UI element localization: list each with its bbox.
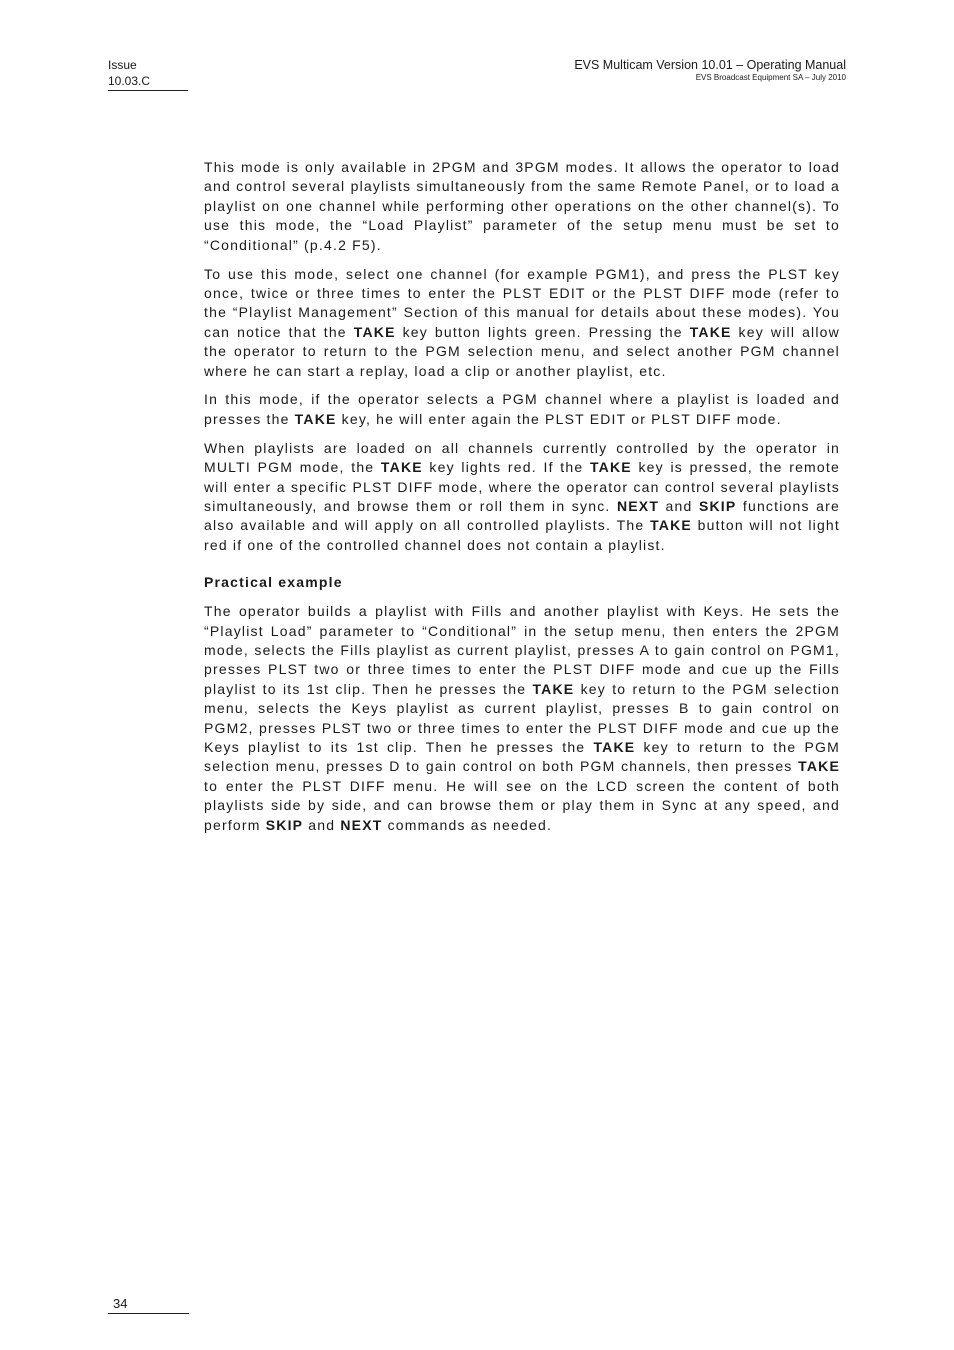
text-run: and: [659, 498, 699, 514]
paragraph: [204, 439, 840, 555]
text-run: The operator builds a playlist with Fills and another playlist with Keys. He sets the “Playlist Load” parameter to “Conditional” in the setup menu, then enters the 2PGM mode, selects the Fills playlist as current playlist, presses A to gain control on PGM1, presses PLST two or three times to enter the PLST DIFF mode and cue up the Fills playlist to its 1st clip. Then he presses the: [204, 603, 840, 697]
bold-key-term: TAKE: [380, 459, 423, 476]
text-run: button will not light red if one of the controlled channel does not contain a playlist.: [204, 517, 841, 553]
bold-key-term: TAKE: [593, 738, 636, 755]
bold-key-term: TAKE: [353, 323, 396, 340]
bold-key-term: TAKE: [798, 758, 840, 775]
text-run: This mode is only available in 2PGM and 3PGM modes. It allows the operator to load and control several playlists simultaneously from the same Remote Panel, or to load a playlist on one channel while performing other operations on the other channel(s). To use this mode, the “Load Playlist” parameter of the setup menu must be set to “Conditional” (p.4.2 F5).: [204, 159, 840, 253]
paragraph: [204, 390, 840, 429]
bold-key-term: TAKE: [689, 323, 732, 340]
text-run: To use this mode, select one channel (for example PGM1), and press the PLST key once, twice or three times to enter the PLST EDIT or the PLST DIFF mode (refer to the “Playlist Management” Section of this manual for details about these modes). You can notice that the: [204, 265, 840, 340]
body-text: [204, 158, 840, 845]
manual-header: [574, 57, 846, 83]
section-heading: Practical example: [204, 574, 343, 591]
text-run: and: [303, 816, 341, 833]
text-run: key to return to the PGM selection menu, selects the Keys playlist as current playlist, presses B to gain control on PGM2, presses PLST two or three times to enter the PLST DIFF mode and cue up the Keys playlist to its 1st clip. Then he presses the: [204, 680, 840, 755]
paragraph: [204, 602, 840, 835]
manual-title: EVS Multicam Version 10.01 – Operating Manual: [574, 58, 846, 72]
manual-subtitle: EVS Broadcast Equipment SA – July 2010: [695, 73, 846, 82]
issue-number: 10.03.C: [108, 74, 151, 88]
page-number: 34: [108, 1296, 189, 1314]
text-run: key lights red. If the: [422, 459, 590, 476]
bold-key-term: SKIP: [698, 498, 737, 514]
paragraph: [204, 158, 840, 255]
text-run: In this mode, if the operator selects a PGM channel where a playlist is loaded and presses the: [204, 391, 840, 427]
paragraph: [204, 265, 840, 381]
text-run: key button lights green. Pressing the: [395, 323, 690, 340]
bold-key-term: TAKE: [294, 410, 337, 427]
text-run: key is pressed, the remote will enter a specific PLST DIFF mode, where the operator can control several playlists simultaneously, and browse them or roll them in sync.: [204, 459, 840, 514]
bold-key-term: NEXT: [616, 498, 660, 514]
text-run: functions are also available and will apply on all controlled playlists. The: [204, 498, 840, 534]
text-run: commands as needed.: [382, 816, 553, 833]
issue-label: Issue: [108, 58, 137, 72]
issue-block: [108, 57, 188, 91]
bold-key-term: TAKE: [589, 459, 632, 476]
text-run: to enter the PLST DIFF menu. He will see on the LCD screen the content of both playlists side by side, and can browse them or play them in Sync at any speed, and perform: [204, 777, 840, 833]
text-run: key, he will enter again the PLST EDIT or PLST DIFF mode.: [336, 410, 782, 427]
text-run: When playlists are loaded on all channels currently controlled by the operator in MULTI PGM mode, the: [204, 439, 840, 476]
text-run: key will allow the operator to return to the PGM selection menu, and select another PGM channel where he can start a replay, load a clip or another playlist, etc.: [204, 323, 840, 379]
bold-key-term: NEXT: [340, 816, 383, 833]
bold-key-term: SKIP: [265, 816, 304, 833]
text-run: key to return to the PGM selection menu, presses D to gain control on both PGM channels, then presses: [204, 738, 840, 775]
bold-key-term: TAKE: [650, 517, 692, 534]
bold-key-term: TAKE: [532, 680, 575, 697]
